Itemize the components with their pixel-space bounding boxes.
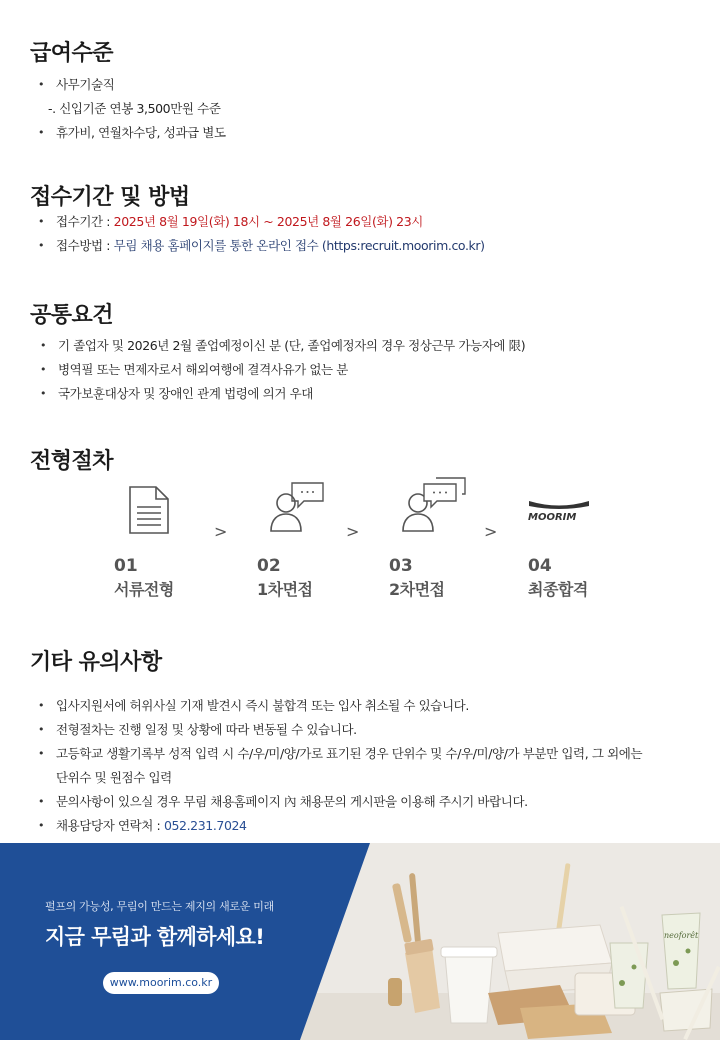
list-item: • 전형절차는 진행 일정 및 상황에 따라 변동될 수 있습니다. (38, 718, 688, 742)
step-arrow: > (214, 522, 228, 541)
step-label: 1차면접 (257, 580, 313, 599)
apply-period (38, 210, 688, 234)
step-arrow: > (346, 522, 360, 541)
banner-headline: 지금 무림과 함께하세요! (45, 925, 265, 949)
list-item: • 입사지원서에 허위사실 기재 발견시 즉시 불합격 또는 입사 취소될 수 있습니다. (38, 694, 688, 718)
moorim-logo (526, 498, 592, 528)
list-item: • 고등학교 생활기록부 성적 입력 시 수/우/미/양/가로 표기된 경우 단위수 및 수/우/미/양/가 부분만 입력, 그 외에는 (38, 742, 688, 766)
section-title-apply: 접수기간 및 방법 (30, 185, 190, 210)
step-label: 2차면접 (389, 580, 445, 599)
list-item: -. 신입기준 연봉 3,500만원 수준 (48, 101, 221, 116)
apply-method (38, 234, 688, 258)
step-label: 최종합격 (528, 580, 588, 599)
apply-method-label: 접수방법 : (56, 238, 114, 253)
contact-label: 채용담당자 연락처 : (56, 818, 164, 833)
step-number: 04 (528, 556, 552, 576)
step-number: 02 (257, 556, 281, 576)
apply-period-label: 접수기간 : (56, 214, 114, 229)
list-item: • 기 졸업자 및 2026년 2월 졸업예정이신 분 (단, 졸업예정자의 경우 정상근무 가능자에 限) (40, 334, 690, 358)
website-link-button[interactable]: www.moorim.co.kr (103, 972, 219, 994)
requirements-list (40, 334, 690, 406)
list-item: • 휴가비, 연월차수당, 성과급 별도 (38, 121, 688, 145)
contact-item (38, 814, 688, 838)
list-item: • 문의사항이 있으실 경우 무림 채용홈페이지 內 채용문의 게시판을 이용해 주시기 바랍니다. (38, 790, 688, 814)
apply-period-value: 2025년 8월 19일(화) 18시 ~ 2025년 8월 26일(화) 23시 (113, 214, 423, 229)
section-title-notes: 기타 유의사항 (30, 650, 162, 675)
list-item: • 병역필 또는 면제자로서 해외여행에 결격사유가 없는 분 (40, 358, 690, 382)
list-item: • 국가보훈대상자 및 장애인 관계 법령에 의거 우대 (40, 382, 690, 406)
section-title-requirements: 공통요건 (30, 303, 114, 328)
interview-person-icon (268, 481, 326, 539)
svg-text:neoforêt: neoforêt (664, 931, 699, 940)
notes-list (38, 694, 688, 838)
contact-phone[interactable]: 052.231.7024 (163, 818, 247, 833)
apply-list (38, 210, 688, 258)
step-number: 03 (389, 556, 413, 576)
apply-method-value[interactable]: 무림 채용 홈페이지를 통한 온라인 접수 (https:recruit.moorim.co.kr) (113, 238, 485, 253)
list-item-continuation: 단위수 및 원점수 입력 (56, 770, 172, 785)
banner-subtitle: 펄프의 가능성, 무림이 만드는 제지의 새로운 미래 (45, 900, 274, 913)
step-number: 01 (114, 556, 138, 576)
step-arrow: > (484, 522, 498, 541)
step-label: 서류전형 (114, 580, 174, 599)
list-item: • 사무기술직 (38, 73, 688, 97)
section-title-process: 전형절차 (30, 449, 114, 474)
salary-list (38, 73, 688, 145)
document-icon (128, 485, 170, 539)
svg-text:MOORIM: MOORIM (528, 512, 577, 523)
recruit-banner (0, 843, 720, 1040)
section-title-salary: 급여수준 (30, 41, 114, 66)
interview-person-multi-bubble-icon (400, 476, 468, 539)
